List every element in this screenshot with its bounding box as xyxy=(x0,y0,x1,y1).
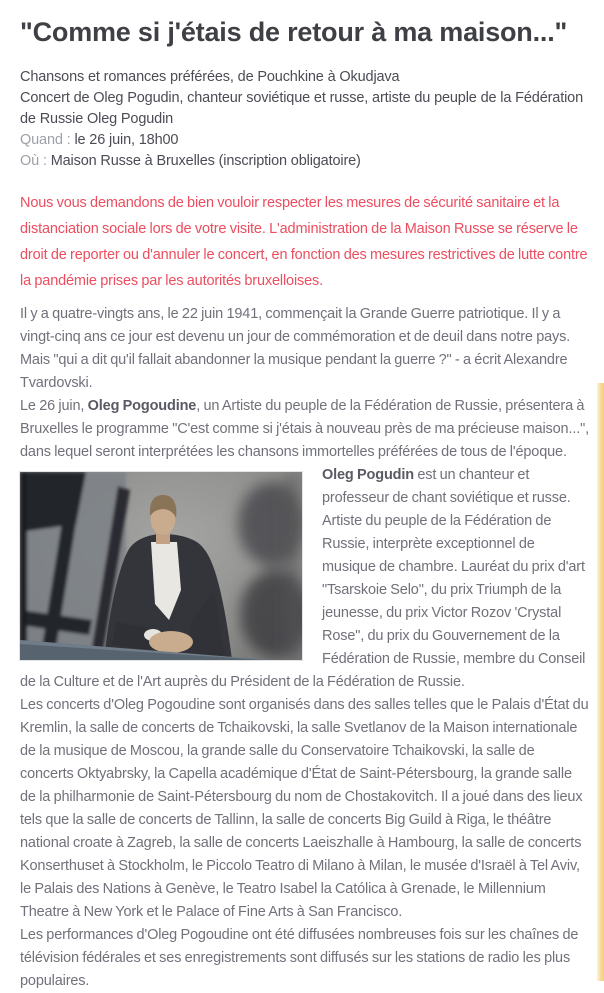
lead-line-genre: Chansons et romances préférées, de Pouchkine à Okudjava xyxy=(20,69,400,85)
article-page xyxy=(0,13,604,993)
when-value: le 26 juin, 18h00 xyxy=(74,132,179,148)
edge-widget-bar[interactable] xyxy=(597,383,604,981)
intro-post: , un Artiste du peuple de la Fédération de Russie, présentera à Bruxelles le programme "C'est comme si j'étais à nouveau près de ma précieuse maison...", dans lequel seront interprétées les chansons immortelles préférées de tous de l'époque. xyxy=(20,398,589,460)
article-lead xyxy=(20,67,590,172)
performer-photo-illustration xyxy=(20,472,302,660)
where-line xyxy=(20,151,590,172)
where-value: Maison Russe à Bruxelles (inscription obligatoire) xyxy=(50,153,361,169)
lead-line-concert: Concert de Oleg Pogudin, chanteur soviétique et russe, artiste du peuple de la Fédération de Russie Oleg Pogudin xyxy=(20,90,583,127)
paragraph-broadcast: Les performances d'Oleg Pogoudine ont été diffusées nombreuses fois sur les chaînes de télévision fédérales et ses enregistrements sont diffusés sur les stations de radio les plus populaires. xyxy=(20,927,579,989)
intro-performer-name: Oleg Pogoudine xyxy=(87,398,197,414)
when-line xyxy=(20,130,590,151)
covid-notice: Nous vous demandons de bien vouloir respecter les mesures de sécurité sanitaire et la distanciation sociale lors de votre visite. L'administration de la Maison Russe se réserve le droit de reporter ou d'annuler le concert, en fonction des mesures restrictives de lutte contre la pandémie prises par les autorités bruxelloises. xyxy=(20,195,588,289)
where-label: Où : xyxy=(20,153,47,169)
bio-text: est un chanteur et professeur de chant soviétique et russe. Artiste du peuple de la Fédération de Russie, interprète exceptionnel de musique de chambre. Lauréat du prix d'art "Tsarskoie Selo", du prix Triumph de la jeunesse, du prix Victor Rozov 'Crystal Rose", du prix du Gouvernement de la Fédération de Russie, membre du Conseil de la Culture et de l'Art auprès du Président de la Fédération de Russie. xyxy=(20,467,586,690)
bio-performer-name: Oleg Pogudin xyxy=(322,467,414,483)
paragraph-venues: Les concerts d'Oleg Pogoudine sont organisés dans des salles telles que le Palais d'État du Kremlin, la salle de concerts de Tchaikovski, la salle Svetlanov de la Maison internationale de la musique de Moscou, la grande salle du Conservatoire Tchaikovski, la salle de concerts Oktyabrsky, la Capella académique d'État de Saint-Pétersbourg, la grande salle de la philharmonie de Saint-Pétersbourg du nom de Chostakovitch. Il a joué dans des lieux tels que la salle de concerts de Tallinn, la salle de concerts Big Guild à Riga, le théâtre national croate à Zagreb, la salle de concerts Laeiszhalle à Hambourg, la salle de concerts Konserthuset à Stockholm, le Piccolo Teatro di Milano à Milan, le musée d'Israël à Tel Aviv, le Palais des Nations à Genève, le Teatro Isabel la Católica à Grenade, le Millennium Theatre à New York et le Palace of Fine Arts à San Francisco. xyxy=(20,697,589,920)
when-label: Quand : xyxy=(20,132,71,148)
performer-photo xyxy=(20,472,302,660)
intro-pre: Le 26 juin, xyxy=(20,398,88,414)
page-title: "Comme si j'étais de retour à ma maison..." xyxy=(20,17,568,47)
paragraph-history: Il y a quatre-vingts ans, le 22 juin 1941, commençait la Grande Guerre patriotique. Il y a vingt-cinq ans ce jour est devenu un jour de commémoration et de deuil dans notre pays. Mais "qui a dit qu'il fallait abandonner la musique pendant la guerre ?" - a écrit Alexandre Tvardovski. xyxy=(20,306,571,391)
paragraph-intro xyxy=(20,395,590,464)
